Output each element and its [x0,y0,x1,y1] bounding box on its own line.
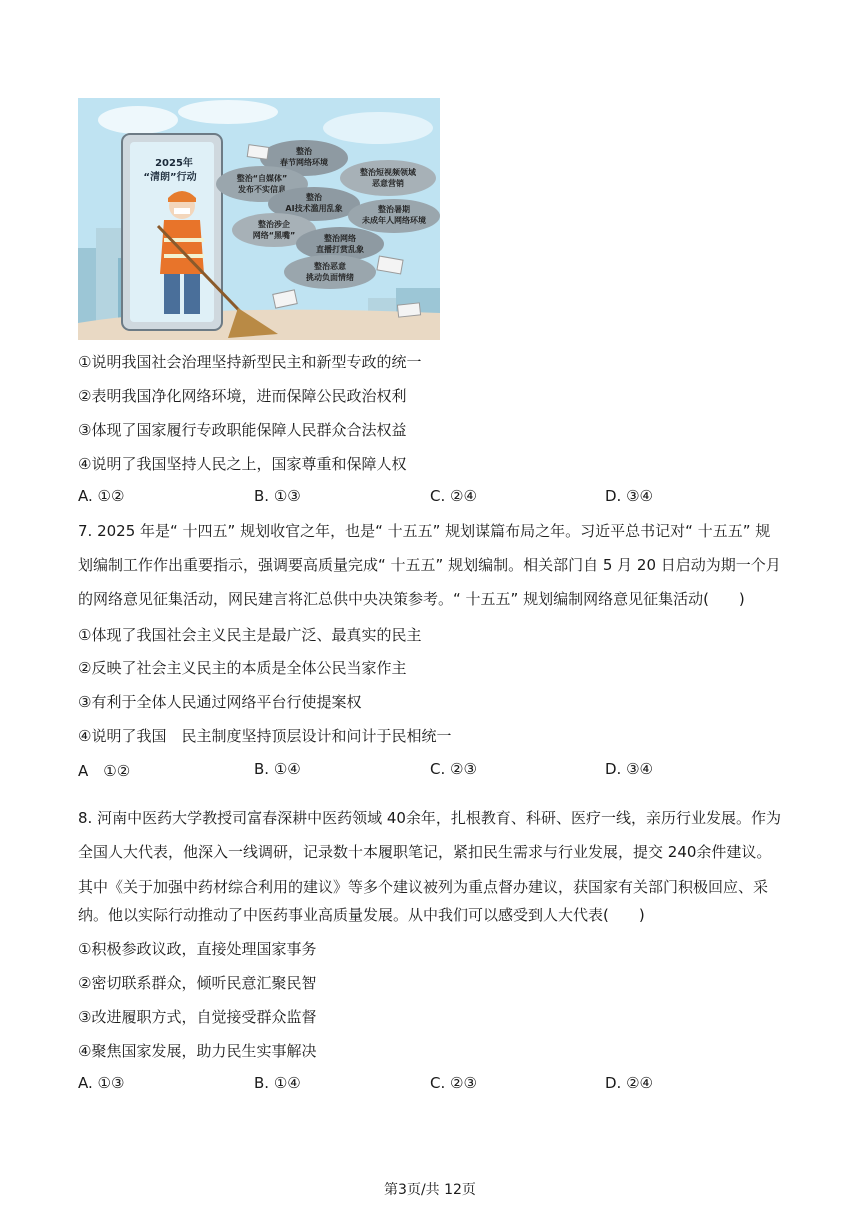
q8-options [78,1074,778,1094]
q7-statement-1: ①体现了我国社会主义民主是最广泛、最真实的民主 [78,626,422,644]
q6-option-b[interactable]: B. ①③ [254,487,301,505]
cloud-8-line1: 整治恶意 [314,262,346,271]
q6-option-d[interactable]: D. ③④ [605,487,653,505]
cloud-3-line1: 整治短视频领域 [360,168,416,177]
q8-stem-line-4: 纳。他以实际行动推动了中医药事业高质量发展。从中我们可以感受到人大代表( ) [78,906,645,924]
q8-stem-line-2: 全国人大代表，他深入一线调研，记录数十本履职笔记，紧扣民生需求与行业发展，提交 240余件建议。 [78,843,772,861]
q7-statement-2: ②反映了社会主义民主的本质是全体公民当家作主 [78,659,407,677]
q8-option-d[interactable]: D. ②④ [605,1074,653,1092]
cloud-2-line1: 整治“自媒体” [236,174,288,183]
cloud-6-line1: 整治涉企 [258,220,290,229]
q8-option-b[interactable]: B. ①④ [254,1074,301,1092]
q7-statement-4: ④说明了我国 民主制度坚持顶层设计和问计于民相统一 [78,727,452,745]
q8-stem-line-1: 8. 河南中医药大学教授司富春深耕中医药领域 40余年，扎根教育、科研、医疗一线，亲历行业发展。作为 [78,809,781,827]
q6-statement-1: ①说明我国社会治理坚持新型民主和新型专政的统一 [78,353,422,371]
cloud-5-line1: 整治暑期 [378,205,410,214]
q8-stem-line-3: 其中《关于加强中药材综合利用的建议》等多个建议被列为重点督办建议，获国家有关部门积极回应、采 [78,878,769,896]
q8-statement-1: ①积极参政议政，直接处理国家事务 [78,940,317,958]
q8-statement-4: ④聚焦国家发展，助力民生实事解决 [78,1042,317,1060]
q8-statement-2: ②密切联系群众，倾听民意汇聚民智 [78,974,317,992]
cloud-8-line2: 挑动负面情绪 [306,273,354,282]
q7-option-c[interactable]: C. ②③ [430,760,477,778]
q7-option-a[interactable]: A ①② [78,762,131,780]
q7-stem-line-3: 的网络意见征集活动，网民建言将汇总供中央决策参考。“ 十五五” 规划编制网络意见征集活动( ) [78,590,745,608]
cloud-1-line2: 春节网络环境 [280,158,328,167]
clean-campaign-illustration [78,98,440,340]
cloud-7-line1: 整治网络 [324,234,356,243]
q7-option-b[interactable]: B. ①④ [254,760,301,778]
cloud-4-line2: AI技术滥用乱象 [285,204,343,213]
q8-option-a[interactable]: A. ①③ [78,1074,125,1092]
q7-option-d[interactable]: D. ③④ [605,760,653,778]
cloud-7-line2: 直播打赏乱象 [316,245,364,254]
sign-text-campaign: “清朗”行动 [143,172,197,183]
q7-options [78,760,778,780]
sign-text-year: 2025年 [155,158,193,169]
q8-option-c[interactable]: C. ②③ [430,1074,477,1092]
q6-option-a[interactable]: A. ①② [78,487,125,505]
q6-statement-2: ②表明我国净化网络环境，进而保障公民政治权利 [78,387,407,405]
cloud-1-line1: 整治 [296,147,312,156]
cloud-4-line1: 整治 [306,193,322,202]
page-number: 第3页/共 12页 [384,1182,476,1198]
q6-statement-4: ④说明了我国坚持人民之上，国家尊重和保障人权 [78,455,407,473]
cloud-3-line2: 恶意营销 [372,179,404,188]
q6-options [78,487,778,507]
cloud-5-line2: 未成年人网络环境 [362,216,426,225]
q8-statement-3: ③改进履职方式，自觉接受群众监督 [78,1008,317,1026]
q6-statement-3: ③体现了国家履行专政职能保障人民群众合法权益 [78,421,407,439]
q6-option-c[interactable]: C. ②④ [430,487,477,505]
cloud-6-line2: 网络“黑嘴” [252,231,296,240]
q7-statement-3: ③有利于全体人民通过网络平台行使提案权 [78,693,362,711]
q7-stem-line-2: 划编制工作作出重要指示，强调要高质量完成“ 十五五” 规划编制。相关部门自 5 月 20 日启动为期一个月 [78,556,781,574]
q7-stem-line-1: 7. 2025 年是“ 十四五” 规划收官之年，也是“ 十五五” 规划谋篇布局之年。习近平总书记对“ 十五五” 规 [78,522,771,540]
cloud-2-line2: 发布不实信息 [238,185,286,194]
